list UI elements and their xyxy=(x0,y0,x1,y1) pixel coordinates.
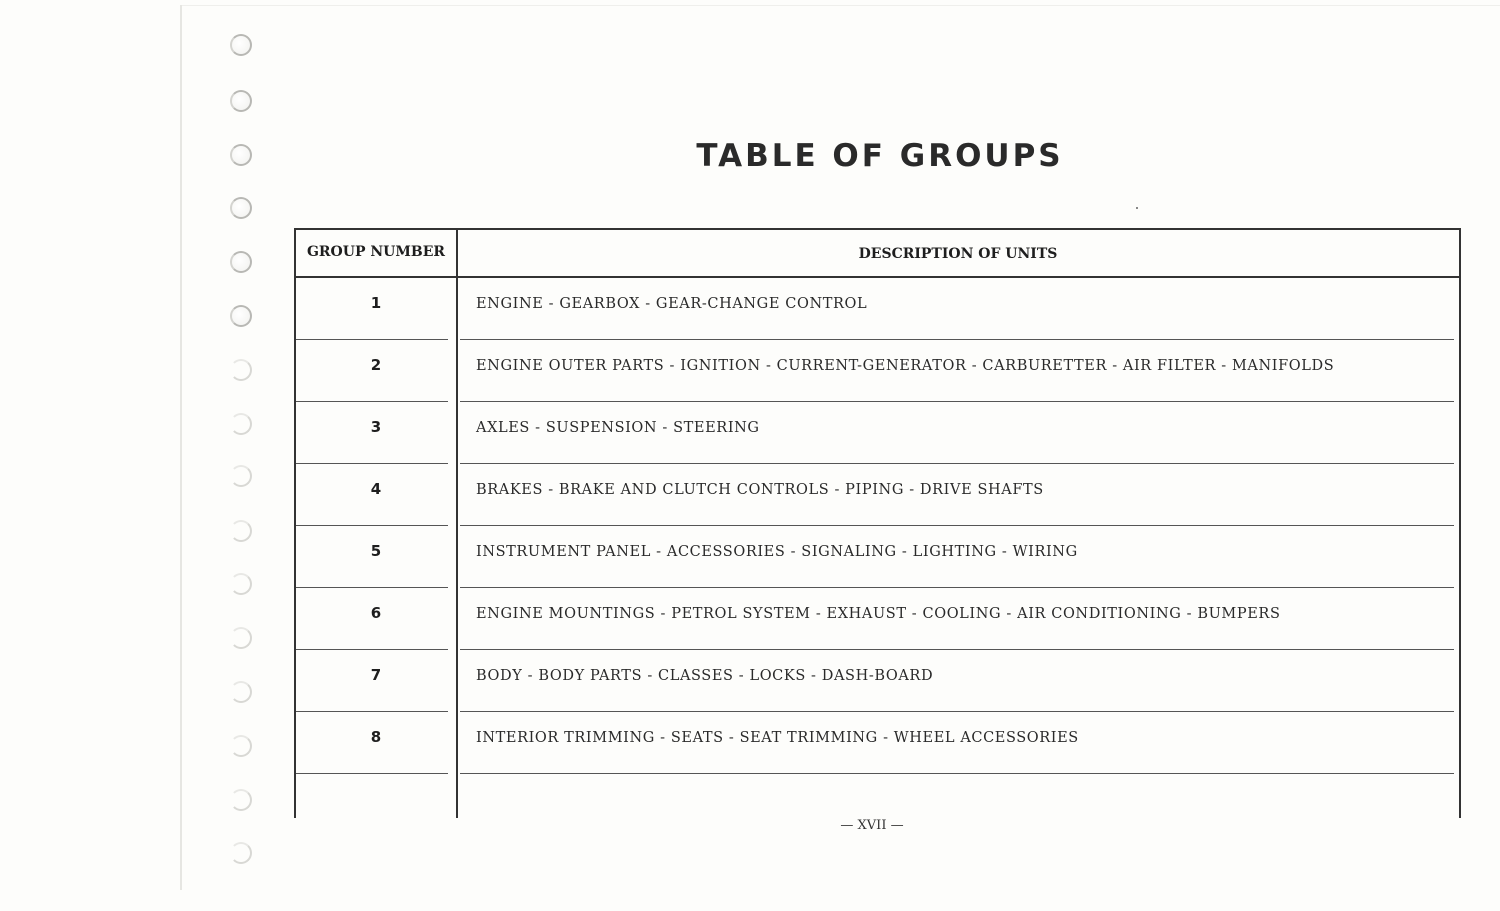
group-number-cell: 8 xyxy=(370,728,382,746)
binder-hole-icon xyxy=(230,197,252,219)
binder-hole-icon xyxy=(230,359,252,381)
binder-hole-icon xyxy=(230,789,252,811)
group-description-cell: BODY - BODY PARTS - CLASSES - LOCKS - DASH-BOARD xyxy=(476,668,934,684)
header-group-number: GROUP NUMBER xyxy=(306,244,446,260)
group-number-cell: 7 xyxy=(370,666,382,684)
page-top-edge xyxy=(180,5,1500,6)
row-rule xyxy=(460,773,1454,774)
group-description-cell: BRAKES - BRAKE AND CLUTCH CONTROLS - PIPING - DRIVE SHAFTS xyxy=(476,482,1044,498)
stray-mark xyxy=(1136,207,1138,209)
binder-hole-icon xyxy=(230,627,252,649)
table-row xyxy=(296,712,1459,774)
binder-hole-icon xyxy=(230,305,252,327)
group-description-cell: ENGINE MOUNTINGS - PETROL SYSTEM - EXHAUST - COOLING - AIR CONDITIONING - BUMPERS xyxy=(476,606,1281,622)
group-number-cell: 2 xyxy=(370,356,382,374)
binder-hole-icon xyxy=(230,573,252,595)
group-number-cell: 1 xyxy=(370,294,382,312)
table-row xyxy=(296,464,1459,526)
header-description: DESCRIPTION OF UNITS xyxy=(858,246,1058,262)
binder-holes xyxy=(226,34,262,874)
binder-hole-icon xyxy=(230,465,252,487)
groups-table xyxy=(294,228,1461,818)
page-number: — XVII — xyxy=(840,818,904,833)
group-description-cell: ENGINE - GEARBOX - GEAR-CHANGE CONTROL xyxy=(476,296,868,312)
table-row xyxy=(296,526,1459,588)
table-row xyxy=(296,340,1459,402)
binder-hole-icon xyxy=(230,251,252,273)
page-left-edge xyxy=(180,5,182,890)
group-description-cell: INSTRUMENT PANEL - ACCESSORIES - SIGNALING - LIGHTING - WIRING xyxy=(476,544,1078,560)
group-number-cell: 4 xyxy=(370,480,382,498)
binder-hole-icon xyxy=(230,144,252,166)
table-row xyxy=(296,278,1459,340)
binder-hole-icon xyxy=(230,681,252,703)
binder-hole-icon xyxy=(230,842,252,864)
table-row xyxy=(296,650,1459,712)
binder-hole-icon xyxy=(230,413,252,435)
binder-hole-icon xyxy=(230,735,252,757)
table-row xyxy=(296,402,1459,464)
binder-hole-icon xyxy=(230,90,252,112)
group-description-cell: AXLES - SUSPENSION - STEERING xyxy=(476,420,760,436)
page-title: TABLE OF GROUPS xyxy=(696,138,1064,174)
binder-hole-icon xyxy=(230,34,252,56)
group-number-cell: 6 xyxy=(370,604,382,622)
group-description-cell: INTERIOR TRIMMING - SEATS - SEAT TRIMMING - WHEEL ACCESSORIES xyxy=(476,730,1079,746)
group-number-cell: 5 xyxy=(370,542,382,560)
group-number-cell: 3 xyxy=(370,418,382,436)
table-header-row xyxy=(296,230,1459,278)
binder-hole-icon xyxy=(230,520,252,542)
row-rule xyxy=(296,773,448,774)
table-row xyxy=(296,588,1459,650)
group-description-cell: ENGINE OUTER PARTS - IGNITION - CURRENT-GENERATOR - CARBURETTER - AIR FILTER - MANIFOLDS xyxy=(476,358,1335,374)
